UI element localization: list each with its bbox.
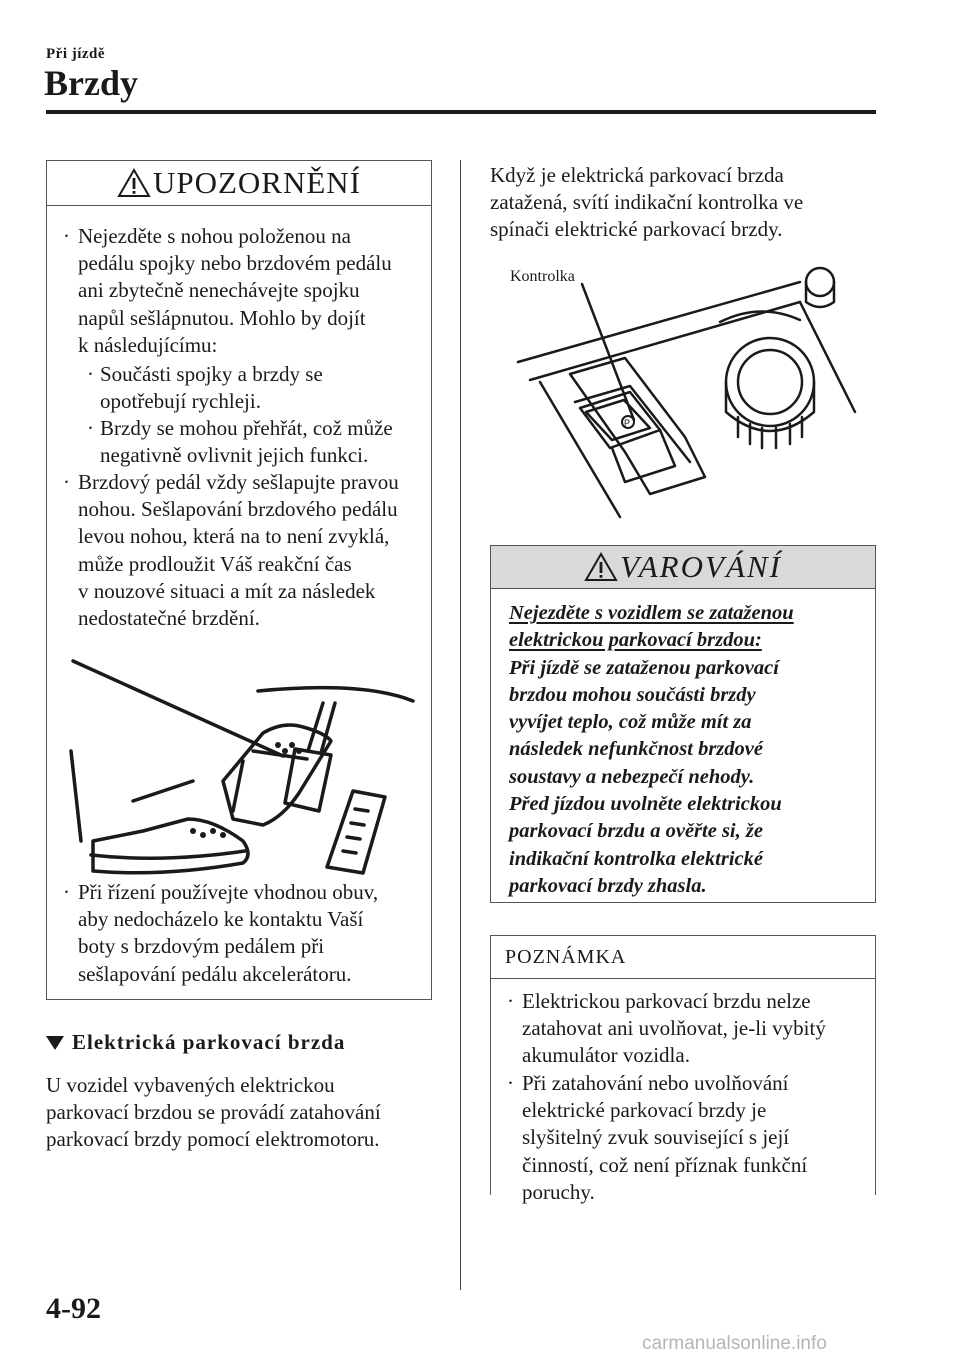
- down-triangle-icon: [46, 1036, 64, 1050]
- note-bullet-2: Při zatahování nebo uvolňování elektrické parkovací brzdy je slyšitelný zvuk související s její činností, což není příznak funkční poruchy.: [522, 1071, 808, 1204]
- caution-bullet-2: Brzdový pedál vždy sešlapujte pravou nohou. Sešlapování brzdového pedálu levou nohou, která na to není zvyklá, může prodloužit Váš reakční čas v nouzové situaci a mít za následek nedostatečné brzdění.: [78, 470, 399, 631]
- chapter-title: Brzdy: [44, 63, 138, 103]
- note-bullet-1: Elektrickou parkovací brzdu nelze zatahovat ani uvolňovat, je-li vybitý akumulátor vozidla.: [522, 989, 826, 1068]
- right-paragraph: Když je elektrická parkovací brzda zatažená, svítí indikační kontrolka ve spínači elektrické parkovací brzdy.: [490, 163, 804, 242]
- caution-title: UPOZORNĚNÍ: [152, 165, 362, 200]
- note-title: POZNÁMKA: [505, 945, 627, 968]
- section-heading-row: [46, 1030, 345, 1055]
- bullet-dot: ·: [63, 224, 70, 248]
- bullet-dot: ·: [507, 989, 514, 1013]
- caution-bullet-1: Nejezděte s nohou položenou na pedálu spojky nebo brzdovém pedálu ani zbytečně nenechávejte spojku napůl sešlápnutou. Mohlo by dojít k následujícímu:: [78, 224, 392, 357]
- caution-bullet-3: Při řízení používejte vhodnou obuv, aby nedocházelo ke kontaktu Vaší boty s brzdovým pedálem při sešlapování pedálu akcelerátoru.: [78, 880, 379, 986]
- section-heading: Elektrická parkovací brzda: [72, 1030, 346, 1054]
- console-illustration: [500, 262, 862, 524]
- warning-triangle-icon: [584, 552, 618, 582]
- caution-subbullet-1: Součásti spojky a brzdy se opotřebují rychleji.: [100, 362, 323, 414]
- figure-label: Kontrolka: [510, 268, 575, 285]
- warning-text: Nejezděte s vozidlem se zataženou elektrickou parkovací brzdou: Při jízdě se zataženou parkovací brzdou mohou součásti brzdy vyvíjet teplo, což může mít za následek nefunkčnost brzdové soustavy a nebezpečí nehody. Před jízdou uvolněte elektrickou parkovací brzdu a ověřte si, že indikační kontrolka elektrické parkovací brzdy zhasla.: [509, 602, 794, 897]
- caution-header: [47, 161, 431, 206]
- left-paragraph: U vozidel vybavených elektrickou parkovací brzdou se provádí zatahování parkovací brzdy pomocí elektromotoru.: [46, 1073, 381, 1152]
- warning-box: [490, 545, 876, 903]
- column-divider: [460, 160, 461, 1290]
- warning-header: [491, 546, 875, 589]
- section-label: Při jízdě: [46, 46, 106, 62]
- bullet-dot: ·: [63, 470, 70, 494]
- svg-text:P: P: [624, 418, 631, 428]
- bullet-dot: ·: [87, 416, 94, 440]
- note-header: [491, 936, 875, 979]
- bullet-dot: ·: [507, 1071, 514, 1095]
- bullet-dot: ·: [63, 880, 70, 904]
- warning-triangle-icon: [117, 168, 151, 198]
- pedal-illustration: [63, 641, 423, 877]
- watermark: carmanualsonline.info: [642, 1333, 827, 1354]
- caution-subbullet-2: Brzdy se mohou přehřát, což může negativně ovlivnit jejich funkci.: [100, 416, 393, 468]
- note-box: [490, 935, 876, 1204]
- header-rule: [46, 110, 876, 114]
- page-number: 4-92: [46, 1292, 101, 1325]
- bullet-dot: ·: [87, 362, 94, 386]
- caution-box: [46, 160, 432, 1000]
- warning-title: VAROVÁNÍ: [620, 549, 782, 584]
